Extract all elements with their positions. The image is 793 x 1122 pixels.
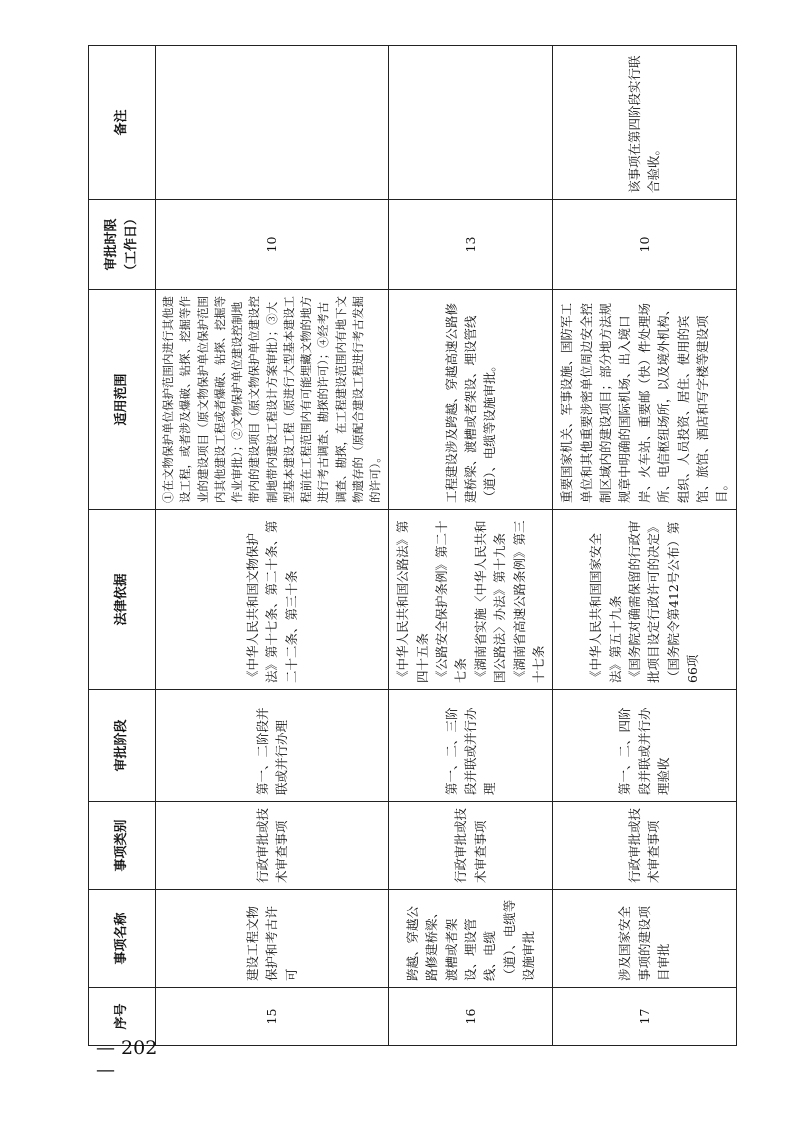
- approval-items-table: [88, 45, 737, 1046]
- cell-category: 行政审批或技术审查事项: [389, 802, 553, 890]
- cell-stage: 第一、二、三阶段并联或并行办理: [389, 690, 553, 802]
- cell-scope: 重要国家机关、军事设施、国防军工单位和其他重要涉密单位周边安全控制区域内的建设项目；部分地方法规规章中明确的国际机场、出入境口岸、火车站、重要邮（快）件处理场所、电信枢纽场所，以及境外机构、组织、人员投资、居住、使用的宾馆、旅馆、酒店和写字楼等建设项目。: [553, 290, 736, 510]
- cell-note: [389, 46, 553, 200]
- cell-law: 《中华人民共和国文物保护法》第十七条、第二十条、第二十二条、第三十条: [156, 510, 389, 690]
- cell-limit: 13: [389, 200, 553, 290]
- cell-limit: 10: [156, 200, 389, 290]
- cell-category: 行政审批或技术审查事项: [156, 802, 389, 890]
- cell-scope: 工程建设涉及跨越、穿越高速公路修建桥梁、渡槽或者架设、埋设管线（道）、电缆等设施审批。: [389, 290, 553, 510]
- table-row: [553, 46, 736, 1046]
- table-row: [389, 46, 553, 1046]
- header-name: 事项名称: [89, 890, 156, 988]
- cell-scope: ①在文物保护单位保护范围内进行其他建设工程，或者涉及爆破、钻探、挖掘等作业的建设项目（原文物保护单位保护范围内其他建设工程或者爆破、钻探、挖掘等作业审批）；②文物保护单位建设控制地带内的建设项目（原文物保护单位建设控制地带内建设工程设计方案审批）；③大型基本建设工程（原进行大型基本建设工程前在工程范围内有可能埋藏文物的地方进行考古调查、勘探的许可）；④经考古调查、勘探，在工程建设范围内有地下文物遗存的（原配合建设工程进行考古发掘的许可）。: [156, 290, 389, 510]
- cell-name: 跨越、穿越公路修建桥梁、渡槽或者架设、埋设管线、电缆（道）、电缆等设施审批: [389, 890, 553, 988]
- cell-note: 该事项在第四阶段实行联合验收。: [553, 46, 736, 200]
- header-law: 法律依据: [89, 510, 156, 690]
- header-scope: 适用范围: [89, 290, 156, 510]
- cell-limit: 10: [553, 200, 736, 290]
- rotated-table-page: [88, 46, 730, 1046]
- cell-stage: 第一、二阶段并联或并行办理: [156, 690, 389, 802]
- header-note: 备注: [89, 46, 156, 200]
- cell-name: 涉及国家安全事项的建设项目审批: [553, 890, 736, 988]
- cell-seq: 15: [156, 988, 389, 1046]
- table-row: [156, 46, 389, 1046]
- header-limit: 审批时限（工作日）: [89, 200, 156, 290]
- cell-law: 《中华人民共和国国家安全法》第五十九条 《国务院对确需保留的行政审批项目设定行政许可的决定》（国务院令第412号公布）第66项: [553, 510, 736, 690]
- cell-seq: 17: [553, 988, 736, 1046]
- cell-category: 行政审批或技术审查事项: [553, 802, 736, 890]
- page-number: — 202 —: [96, 1037, 158, 1081]
- cell-seq: 16: [389, 988, 553, 1046]
- header-stage: 审批阶段: [89, 690, 156, 802]
- cell-stage: 第一、二、四阶段并联或并行办理验收: [553, 690, 736, 802]
- cell-name: 建设工程文物保护和考古许可: [156, 890, 389, 988]
- cell-note: [156, 46, 389, 200]
- header-category: 事项类别: [89, 802, 156, 890]
- header-seq: 序号: [89, 988, 156, 1046]
- table-header-row: [89, 46, 156, 1046]
- cell-law: 《中华人民共和国公路法》第四十五条 《公路安全保护条例》第二十七条 《湖南省实施〈中华人民共和国公路法〉办法》第十九条 《湖南省高速公路条例》第三十七条: [389, 510, 553, 690]
